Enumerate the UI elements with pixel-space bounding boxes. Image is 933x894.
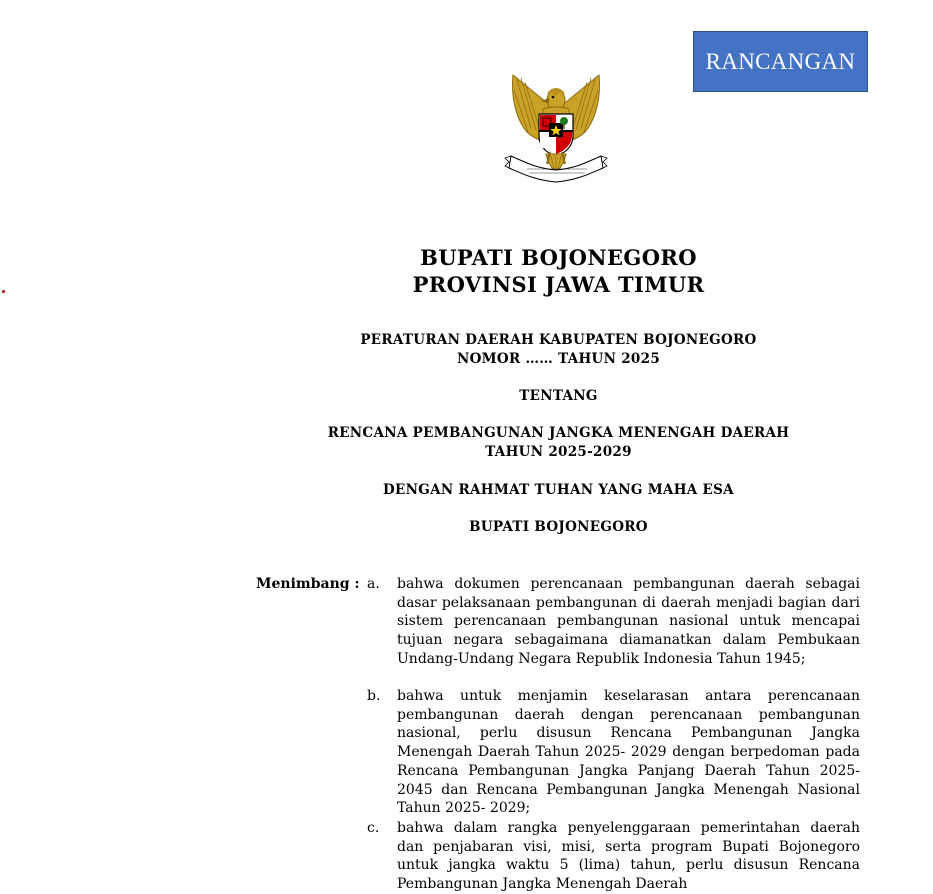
considering-item (367, 687, 860, 818)
item-letter: a. (367, 576, 380, 592)
considering-label: Menimbang : (256, 576, 360, 592)
item-text: bahwa untuk menjamin keselarasan antara perencanaan pembangunan daerah dengan perencanaan pembangunan nasional, perlu disusun Rencana Pembangunan Jangka Menengah Daerah Tahun 2025- 2029 dengan berpedoman pada Rencana Pembangunan Jangka Panjang Daerah Tahun 2025-2045 dan Rencana Pembangunan Jangka Menengah Nasional Tahun 2025- 2029; (397, 688, 860, 817)
item-letter: c. (367, 820, 380, 836)
item-letter: b. (367, 688, 381, 704)
draft-stamp: RANCANGAN (693, 31, 868, 92)
plan-period: TAHUN 2025-2029 (485, 443, 632, 460)
header-block (257, 244, 860, 298)
header-province-title: PROVINSI JAWA TIMUR (412, 272, 705, 297)
margin-mark (2, 290, 5, 293)
item-text: bahwa dokumen perencanaan pembangunan daerah sebagai dasar pelaksanaan pembangunan di daerah menjadi bagian dari sistem perencanaan pembangunan nasional untuk mencapai tujuan negara sebagaimana diamanatkan dalam Pembukaan Undang-Undang Negara Republik Indonesia Tahun 1945; (397, 576, 860, 667)
regulation-title: PERATURAN DAERAH KABUPATEN BOJONEGORO (360, 332, 757, 348)
garuda-emblem-icon (503, 70, 609, 188)
regulation-block (257, 331, 860, 368)
plan-title: RENCANA PEMBANGUNAN JANGKA MENENGAH DAERAH (327, 425, 790, 441)
header-regent-title: BUPATI BOJONEGORO (420, 245, 697, 270)
garuda-emblem-graphic (503, 70, 609, 188)
plan-title-block (257, 424, 860, 461)
considering-item (367, 819, 860, 894)
considering-item (367, 575, 860, 669)
regent-heading: BUPATI BOJONEGORO (469, 519, 648, 535)
about-heading: TENTANG (519, 388, 598, 404)
regulation-number: NOMOR …… TAHUN 2025 (456, 350, 661, 367)
item-text: bahwa dalam rangka penyelenggaraan pemerintahan daerah dan penjabaran visi, misi, serta program Bupati Bojonegoro untuk jangka waktu 5 (lima) tahun, perlu disusun Rencana Pembangunan Jangka Menengah Daerah (397, 820, 860, 893)
grace-heading: DENGAN RAHMAT TUHAN YANG MAHA ESA (383, 482, 734, 498)
